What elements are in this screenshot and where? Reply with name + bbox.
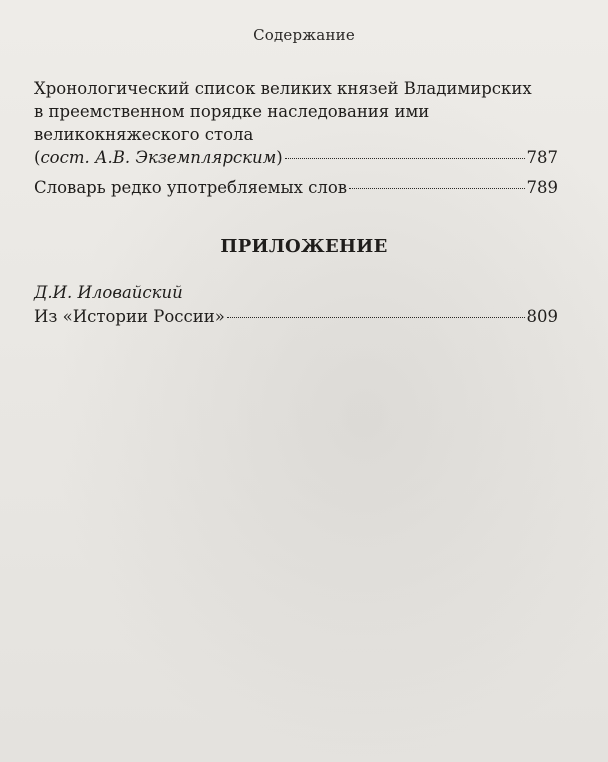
entry-leader-line (34, 176, 558, 199)
toc-entry-chronological-list[interactable] (34, 77, 558, 169)
toc-entry-glossary[interactable] (34, 176, 558, 199)
page-number: 809 (526, 307, 558, 326)
entry-title: Из «Истории России» (34, 307, 225, 326)
appendix-heading: ПРИЛОЖЕНИЕ (220, 236, 388, 257)
entry-title-line: великокняжеского стола (34, 125, 254, 144)
running-head: Содержание (253, 26, 355, 44)
entry-compiler: (сост. А.В. Экземплярским) (34, 148, 283, 167)
page-number: 789 (526, 178, 558, 197)
entry-title-line: в преемственном порядке наследования ими (34, 102, 430, 121)
entry-leader-line (34, 305, 558, 328)
entry-leader-line (34, 146, 558, 169)
dot-leader (285, 158, 525, 159)
entry-title: Словарь редко употребляемых слов (34, 178, 348, 197)
dot-leader (227, 317, 525, 318)
entry-title-line: Хронологический список великих князей Владимирских (34, 79, 532, 98)
dot-leader (349, 188, 524, 189)
page-number: 787 (526, 148, 558, 167)
appendix-author: Д.И. Иловайский (34, 283, 183, 302)
toc-entry-appendix[interactable] (34, 305, 558, 328)
